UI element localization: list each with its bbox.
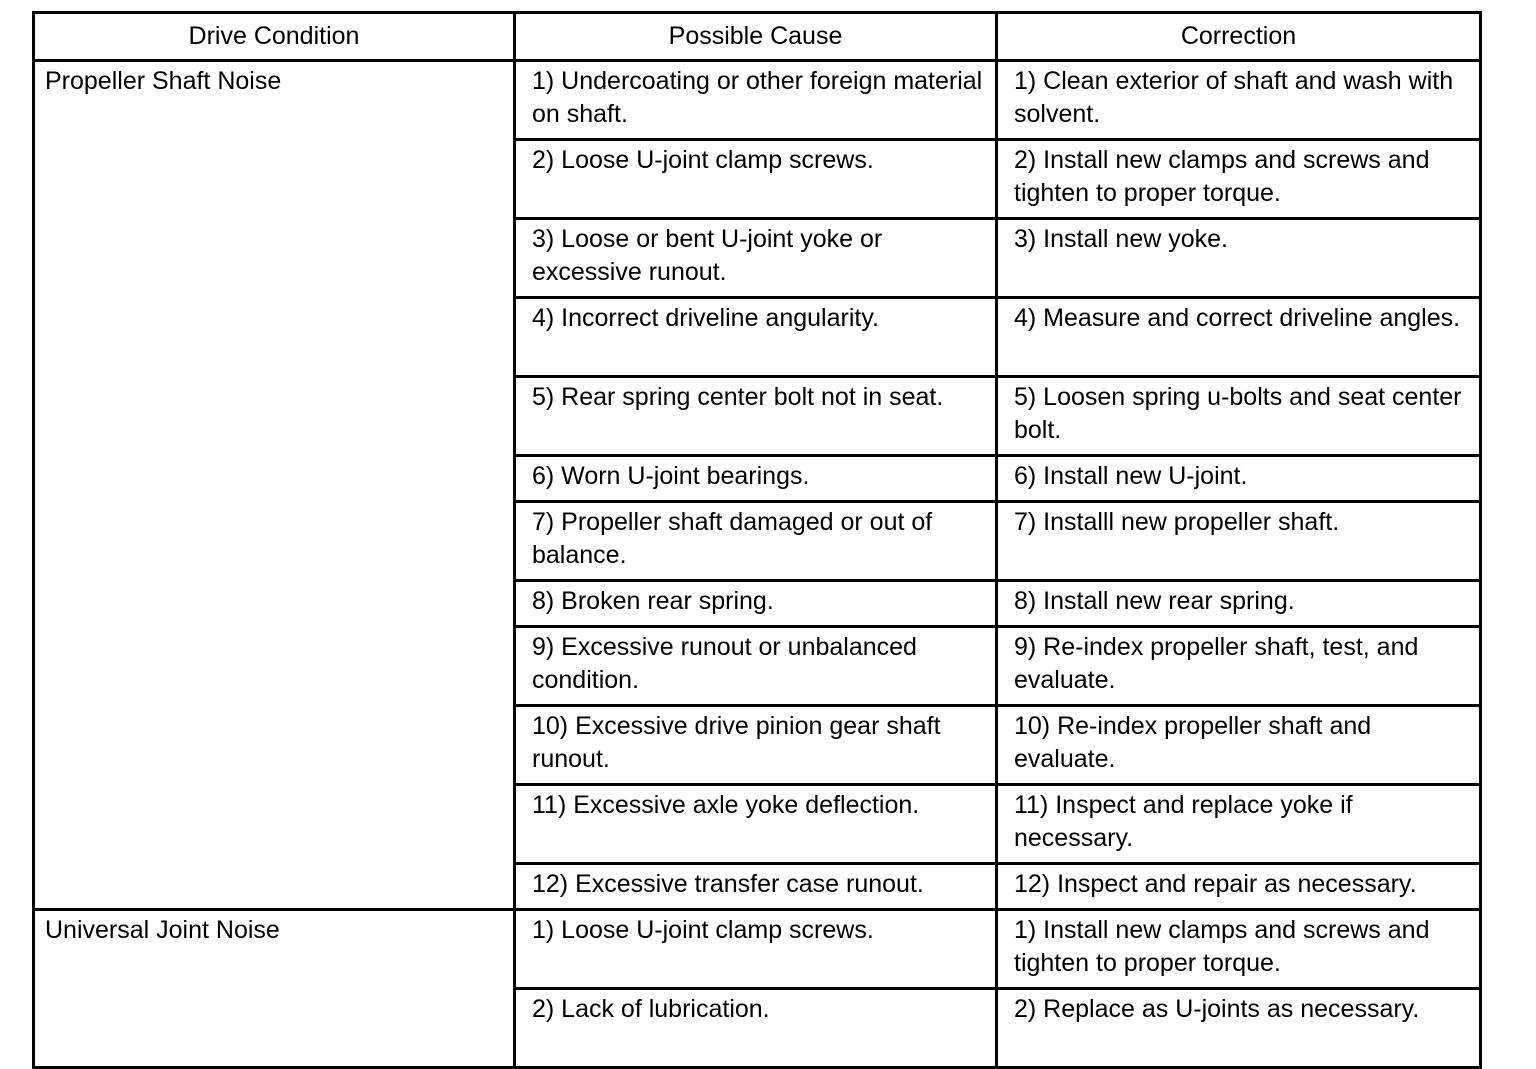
correction-cell: 9) Re-index propeller shaft, test, and evaluate. (997, 627, 1481, 706)
possible-cause-cell: 12) Excessive transfer case runout. (515, 864, 997, 910)
possible-cause-cell: 6) Worn U-joint bearings. (515, 456, 997, 502)
correction-cell: 3) Install new yoke. (997, 219, 1481, 298)
possible-cause-cell: 8) Broken rear spring. (515, 581, 997, 627)
correction-cell: 10) Re-index propeller shaft and evaluate. (997, 706, 1481, 785)
correction-cell: 12) Inspect and repair as necessary. (997, 864, 1481, 910)
possible-cause-cell: 10) Excessive drive pinion gear shaft runout. (515, 706, 997, 785)
correction-cell: 2) Install new clamps and screws and tighten to proper torque. (997, 140, 1481, 219)
header-row (34, 13, 1481, 61)
possible-cause-cell: 2) Loose U-joint clamp screws. (515, 140, 997, 219)
possible-cause-cell: 2) Lack of lubrication. (515, 989, 997, 1068)
correction-cell: 8) Install new rear spring. (997, 581, 1481, 627)
header-possible-cause: Possible Cause (515, 13, 997, 61)
header-drive-condition: Drive Condition (34, 13, 515, 61)
possible-cause-cell: 1) Undercoating or other foreign material on shaft. (515, 61, 997, 140)
possible-cause-cell: 1) Loose U-joint clamp screws. (515, 910, 997, 989)
diagnosis-table (32, 11, 1482, 1069)
correction-cell: 7) Installl new propeller shaft. (997, 502, 1481, 581)
possible-cause-cell: 9) Excessive runout or unbalanced condition. (515, 627, 997, 706)
correction-cell: 2) Replace as U-joints as necessary. (997, 989, 1481, 1068)
table-row (34, 910, 1481, 989)
correction-cell: 11) Inspect and replace yoke if necessary. (997, 785, 1481, 864)
drive-condition-cell: Universal Joint Noise (34, 910, 515, 1068)
possible-cause-cell: 4) Incorrect driveline angularity. (515, 298, 997, 377)
correction-cell: 4) Measure and correct driveline angles. (997, 298, 1481, 377)
table-row (34, 61, 1481, 140)
header-correction: Correction (997, 13, 1481, 61)
correction-cell: 6) Install new U-joint. (997, 456, 1481, 502)
possible-cause-cell: 3) Loose or bent U-joint yoke or excessive runout. (515, 219, 997, 298)
correction-cell: 5) Loosen spring u-bolts and seat center bolt. (997, 377, 1481, 456)
correction-cell: 1) Install new clamps and screws and tighten to proper torque. (997, 910, 1481, 989)
correction-cell: 1) Clean exterior of shaft and wash with solvent. (997, 61, 1481, 140)
possible-cause-cell: 11) Excessive axle yoke deflection. (515, 785, 997, 864)
possible-cause-cell: 5) Rear spring center bolt not in seat. (515, 377, 997, 456)
possible-cause-cell: 7) Propeller shaft damaged or out of balance. (515, 502, 997, 581)
drive-condition-cell: Propeller Shaft Noise (34, 61, 515, 910)
